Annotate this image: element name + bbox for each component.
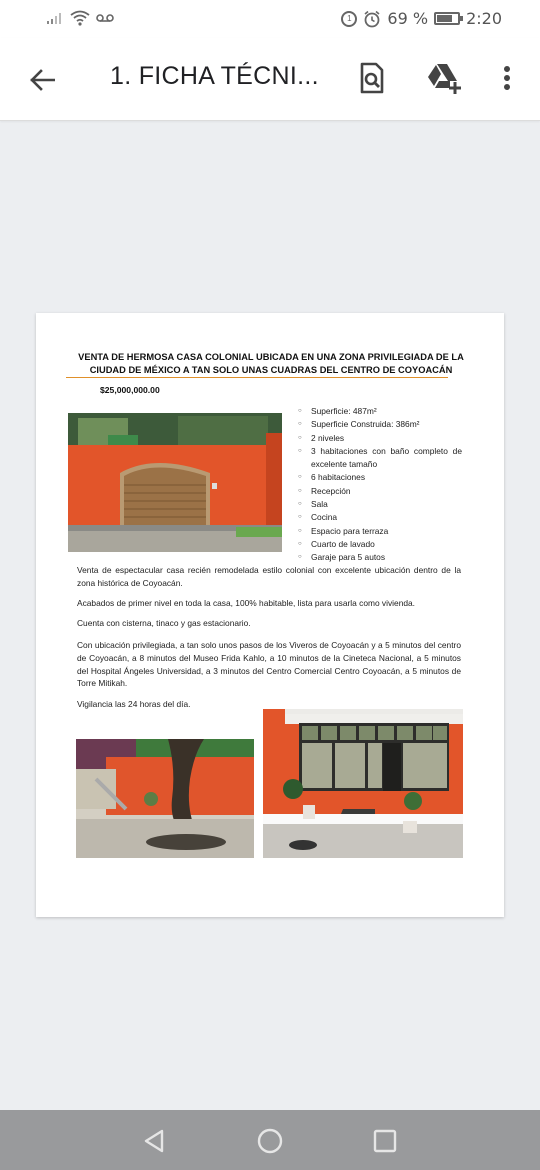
back-triangle-icon [143,1129,165,1153]
more-vert-icon [503,65,511,91]
alarm-icon [363,10,381,28]
finishes-paragraph: Acabados de primer nivel en toda la casa, 100% habitable, lista para usarla como vivienda. [77,598,415,608]
nav-back-button[interactable] [141,1128,167,1154]
location-paragraph: Con ubicación privilegiada, a tan solo unos pasos de los Viveros de Coyoacán y a 5 minutos del centro de Coyoacán, a 8 minutos del Museo Frida Kahlo, a 10 minutos de la Cineteca Nacional, a 5 minutos del Hospital Ángeles Universidad, a 3 minutos del Centro Comercial Centro Coyoacán, a 5 minutos de Torre Mitikah. [77,640,461,689]
more-options-button[interactable] [494,60,520,96]
status-bar [0,0,540,38]
description-paragraph: Venta de espectacular casa recién remodelada estilo colonial con excelente ubicación dentro de la zona histórica de Coyoacán. [77,565,461,588]
feature-item: ○ 3 habitaciones con baño completo de excelente tamaño [298,445,462,472]
back-button[interactable] [24,62,60,98]
feature-item: ○ Cuarto de lavado [298,538,462,551]
document-page[interactable] [36,313,504,917]
voicemail-icon [96,13,114,23]
feature-item: ○ Sala [298,498,462,511]
feature-item: ○ Garaje para 5 autos [298,551,462,564]
facade-photo [68,413,282,552]
courtyard-illustration [76,739,254,858]
facade-illustration [68,413,282,552]
document-title: 1. FICHA TÉCNI... [110,62,319,90]
find-in-page-button[interactable] [354,60,390,96]
add-to-drive-button[interactable] [424,58,464,98]
battery-icon [434,12,460,25]
back-arrow-icon [29,69,55,91]
feature-item: ○ Recepción [298,485,462,498]
battery-percent: 69 % [387,9,429,28]
do-not-disturb-icon: 1 [341,11,357,27]
battery-fill [437,15,452,22]
feature-item: ○ Superficie: 487m² [298,405,462,418]
nav-home-button[interactable] [257,1128,283,1154]
feature-item: ○ Cocina [298,511,462,524]
feature-item: ○ Espacio para terraza [298,525,462,538]
feature-item: ○ Superficie Construida: 386m² [298,418,462,431]
find-in-page-icon [359,62,385,94]
feature-item: ○ 2 niveles [298,432,462,445]
wifi-icon [70,10,90,26]
home-circle-icon [257,1128,283,1154]
nav-recents-button[interactable] [372,1128,398,1154]
listing-price: $25,000,000.00 [100,385,160,395]
amenities-paragraph: Cuenta con cisterna, tinaco y gas estacionario. [77,618,251,628]
status-left-group [46,10,114,26]
app-bar [0,38,540,121]
courtyard-photo [76,739,254,858]
signal-icon [46,11,64,25]
listing-heading: VENTA DE HERMOSA CASA COLONIAL UBICADA EN UNA ZONA PRIVILEGIADA DE LA CIUDAD DE MÉXICO A TAN SOLO UNAS CUADRAS DEL CENTRO DE COYOACÁN [78,352,464,375]
status-time: 2:20 [466,9,502,28]
features-list [298,405,462,565]
add-to-drive-icon [426,62,462,94]
house-illustration [263,709,463,858]
status-right-group [341,9,502,28]
house-exterior-photo [263,709,463,858]
system-navigation-bar [0,1110,540,1170]
feature-item: ○ 6 habitaciones [298,471,462,484]
heading-underline [66,377,448,378]
recents-square-icon [373,1129,397,1153]
security-paragraph: Vigilancia las 24 horas del día. [77,699,191,709]
